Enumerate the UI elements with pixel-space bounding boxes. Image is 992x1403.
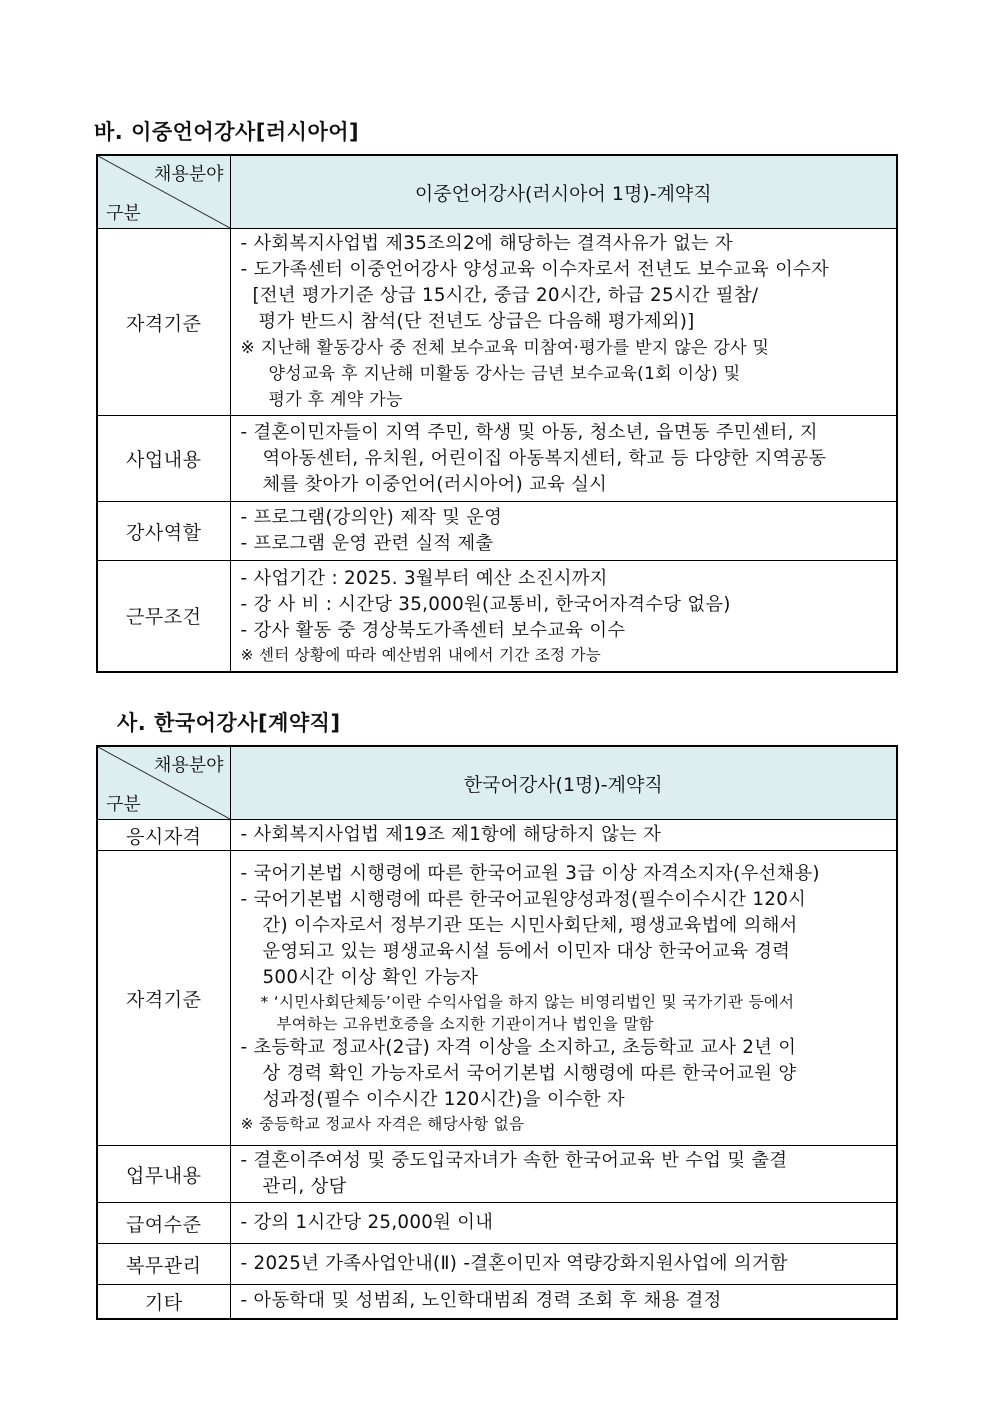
table-row-duties xyxy=(97,1146,897,1203)
content-line: - 결혼이민자들이 지역 주민, 학생 및 아동, 청소년, 읍면동 주민센터, 지 xyxy=(240,421,818,443)
content-note: * ‘시민사회단체등’이란 수익사업을 하지 않는 비영리법인 및 국가기관 등에서 xyxy=(260,993,795,1011)
content-line: - 초등학교 정교사(2급) 자격 이상을 소지하고, 초등학교 교사 2년 이 xyxy=(240,1037,797,1058)
content-line: - 강 사 비 : 시간당 35,000원(교통비, 한국어자격수당 없음) xyxy=(240,593,731,615)
content-line: 운영되고 있는 평생교육시설 등에서 이민자 대상 한국어교육 경력 xyxy=(262,941,791,962)
table-row-management xyxy=(97,1244,897,1285)
row-label: 급여수준 xyxy=(97,1203,230,1244)
table-header-row xyxy=(97,155,897,229)
row-label: 업무내용 xyxy=(97,1146,230,1203)
russian-instructor-table xyxy=(96,154,898,673)
content-line: - 사회복지사업법 제19조 제1항에 해당하지 않는 자 xyxy=(240,824,662,845)
header-position-title: 한국어강사(1명)-계약직 xyxy=(230,746,897,820)
table-header-row xyxy=(97,746,897,820)
content-note: ※ 센터 상황에 따라 예산범위 내에서 기간 조정 가능 xyxy=(240,645,602,664)
row-label: 근무조건 xyxy=(97,561,230,672)
content-line: 체를 찾아가 이중언어(러시아어) 교육 실시 xyxy=(262,473,608,495)
row-content xyxy=(230,851,897,1146)
content-line: 평가 후 계약 가능 xyxy=(268,390,403,410)
content-line: - 사회복지사업법 제35조의2에 해당하는 결격사유가 없는 자 xyxy=(240,233,733,254)
row-content xyxy=(230,416,897,502)
korean-instructor-table xyxy=(96,745,898,1320)
row-content xyxy=(230,229,897,416)
content-line: 간) 이수자로서 정부기관 또는 시민사회단체, 평생교육법에 의해서 xyxy=(262,915,798,936)
table-row-other xyxy=(97,1285,897,1319)
content-note: ※ 중등학교 정교사 자격은 해당사항 없음 xyxy=(240,1115,525,1133)
content-line: - 프로그램 운영 관련 실적 제출 xyxy=(240,533,494,554)
table-row-business xyxy=(97,416,897,502)
content-line: - 강의 1시간당 25,000원 이내 xyxy=(240,1212,494,1233)
table-row-role xyxy=(97,502,897,561)
row-content xyxy=(230,561,897,672)
content-line: - 도가족센터 이중언어강사 양성교육 이수자로서 전년도 보수교육 이수자 xyxy=(240,259,829,280)
content-line: - 국어기본법 시행령에 따른 한국어교원 3급 이상 자격소지자(우선채용) xyxy=(240,863,820,884)
table-row-salary xyxy=(97,1203,897,1244)
table-row-conditions xyxy=(97,561,897,672)
row-label: 응시자격 xyxy=(97,820,230,851)
row-content xyxy=(230,820,897,851)
content-line: - 프로그램(강의안) 제작 및 운영 xyxy=(240,507,503,528)
content-line: 평가 반드시 참석(단 전년도 상급은 다음해 평가제외)] xyxy=(258,311,695,332)
content-line: - 강사 활동 중 경상북도가족센터 보수교육 이수 xyxy=(240,619,626,641)
row-label: 자격기준 xyxy=(97,229,230,416)
content-note: 부여하는 고유번호증을 소지한 기관이거나 법인을 말함 xyxy=(276,1015,654,1033)
content-line: - 결혼이주여성 및 중도입국자녀가 속한 한국어교육 반 수업 및 출결 xyxy=(240,1150,788,1171)
row-label: 기타 xyxy=(97,1285,230,1319)
header-field-label: 채용분야 xyxy=(153,755,224,776)
row-label: 강사역할 xyxy=(97,502,230,561)
content-line: 양성교육 후 지난해 미활동 강사는 금년 보수교육(1회 이상) 및 xyxy=(268,364,741,384)
header-position-title: 이중언어강사(러시아어 1명)-계약직 xyxy=(230,155,897,229)
row-label: 자격기준 xyxy=(97,851,230,1146)
row-content xyxy=(230,1146,897,1203)
table-row-qualification xyxy=(97,229,897,416)
content-line: 500시간 이상 확인 가능자 xyxy=(262,967,479,988)
section-title-russian: 바. 이중언어강사[러시아어] xyxy=(94,120,360,144)
row-content xyxy=(230,1285,897,1319)
content-line: - 국어기본법 시행령에 따른 한국어교원양성과정(필수이수시간 120시 xyxy=(240,889,807,910)
content-line: - 2025년 가족사업안내(Ⅱ) -결혼이민자 역량강화지원사업에 의거함 xyxy=(240,1253,788,1274)
row-label: 사업내용 xyxy=(97,416,230,502)
header-category-label: 구분 xyxy=(106,794,141,815)
row-content xyxy=(230,1244,897,1285)
table-row-eligibility xyxy=(97,820,897,851)
content-line: 역아동센터, 유치원, 어린이집 아동복지센터, 학교 등 다양한 지역공동 xyxy=(262,447,827,469)
content-line: - 아동학대 및 성범죄, 노인학대범죄 경력 조회 후 채용 결정 xyxy=(240,1290,722,1312)
row-label: 복무관리 xyxy=(97,1244,230,1285)
table-row-qualification xyxy=(97,851,897,1146)
section-title-korean: 사. 한국어강사[계약직] xyxy=(117,711,341,735)
row-content xyxy=(230,502,897,561)
content-line: 상 경력 확인 가능자로서 국어기본법 시행령에 따른 한국어교원 양 xyxy=(262,1063,797,1084)
header-category-label: 구분 xyxy=(106,203,141,224)
content-line: 관리, 상담 xyxy=(262,1176,347,1197)
content-line: ※ 지난해 활동강사 중 전체 보수교육 미참여·평가를 받지 않은 강사 및 xyxy=(240,338,770,358)
header-diagonal-cell xyxy=(97,746,230,820)
row-content xyxy=(230,1203,897,1244)
header-field-label: 채용분야 xyxy=(153,164,224,185)
content-line: - 사업기간 : 2025. 3월부터 예산 소진시까지 xyxy=(240,567,608,589)
content-line: [전년 평가기준 상급 15시간, 중급 20시간, 하급 25시간 필참/ xyxy=(252,285,759,306)
content-line: 성과정(필수 이수시간 120시간)을 이수한 자 xyxy=(262,1089,625,1110)
header-diagonal-cell xyxy=(97,155,230,229)
